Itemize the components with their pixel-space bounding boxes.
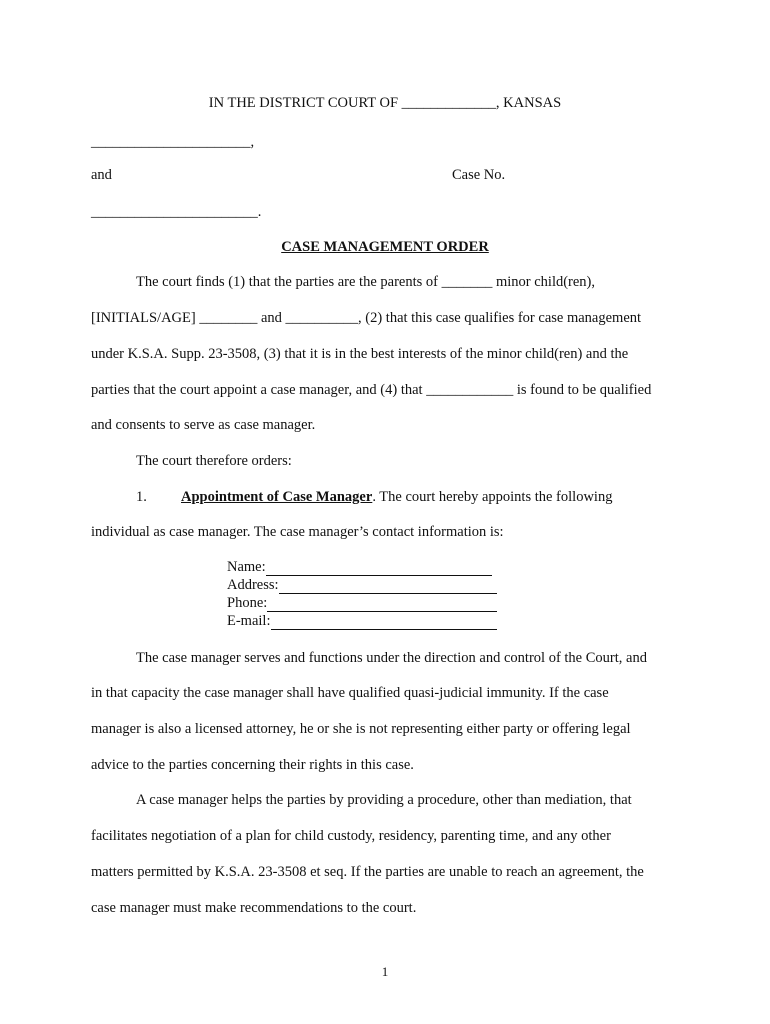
page-number: 1 xyxy=(381,964,389,979)
contact-row-email xyxy=(227,612,507,630)
name-blank-line[interactable] xyxy=(266,560,492,576)
contact-info-block xyxy=(227,558,507,630)
findings-line-4: parties that the court appoint a case manager, and (4) that ____________ is found to be qualified xyxy=(91,382,652,398)
and-label: and xyxy=(91,167,112,183)
paragraph-2-line-1: The case manager serves and functions under the direction and control of the Court, and xyxy=(136,650,647,666)
document-title: CASE MANAGEMENT ORDER xyxy=(281,239,489,255)
section-1-text: . The court hereby appoints the following xyxy=(372,489,613,505)
section-1-line-2: individual as case manager. The case manager’s contact information is: xyxy=(91,524,504,540)
paragraph-3-line-2: facilitates negotiation of a plan for child custody, residency, parenting time, and any other xyxy=(91,828,611,844)
paragraph-2-line-4: advice to the parties concerning their rights in this case. xyxy=(91,757,414,773)
contact-label-address: Address: xyxy=(227,577,279,593)
address-blank-line[interactable] xyxy=(279,578,497,594)
section-number: 1. xyxy=(136,489,147,505)
findings-line-2: [INITIALS/AGE] ________ and __________, (2) that this case qualifies for case management xyxy=(91,310,642,326)
paragraph-3-line-1: A case manager helps the parties by providing a procedure, other than mediation, that xyxy=(136,792,632,808)
contact-label-name: Name: xyxy=(227,559,266,575)
email-blank-line[interactable] xyxy=(271,614,497,630)
paragraph-2-line-2: in that capacity the case manager shall have qualified quasi-judicial immunity. If the case xyxy=(91,685,609,701)
findings-line-1: The court finds (1) that the parties are the parents of _______ minor child(ren), xyxy=(136,274,596,290)
contact-label-email: E-mail: xyxy=(227,613,271,629)
party-one-blank: ______________________, xyxy=(91,134,255,150)
contact-label-phone: Phone: xyxy=(227,595,268,611)
paragraph-3-line-4: case manager must make recommendations to the court. xyxy=(91,900,417,916)
paragraph-2-line-3: manager is also a licensed attorney, he or she is not representing either party or offering legal xyxy=(91,721,631,737)
party-two-blank: _______________________. xyxy=(91,204,262,220)
findings-line-5: and consents to serve as case manager. xyxy=(91,417,316,433)
case-number-label: Case No. xyxy=(452,167,506,183)
paragraph-3-line-3: matters permitted by K.S.A. 23-3508 et seq. If the parties are unable to reach an agreement, the xyxy=(91,864,644,880)
findings-line-3: under K.S.A. Supp. 23-3508, (3) that it is in the best interests of the minor child(ren) and the xyxy=(91,346,629,362)
contact-row-address xyxy=(227,576,507,594)
section-heading: Appointment of Case Manager xyxy=(181,489,373,505)
phone-blank-line[interactable] xyxy=(267,596,497,612)
section-1-line-1 xyxy=(181,488,612,506)
orders-intro: The court therefore orders: xyxy=(136,453,292,469)
contact-row-name xyxy=(227,558,507,576)
contact-row-phone xyxy=(227,594,507,612)
court-header: IN THE DISTRICT COURT OF _____________, KANSAS xyxy=(208,95,562,111)
